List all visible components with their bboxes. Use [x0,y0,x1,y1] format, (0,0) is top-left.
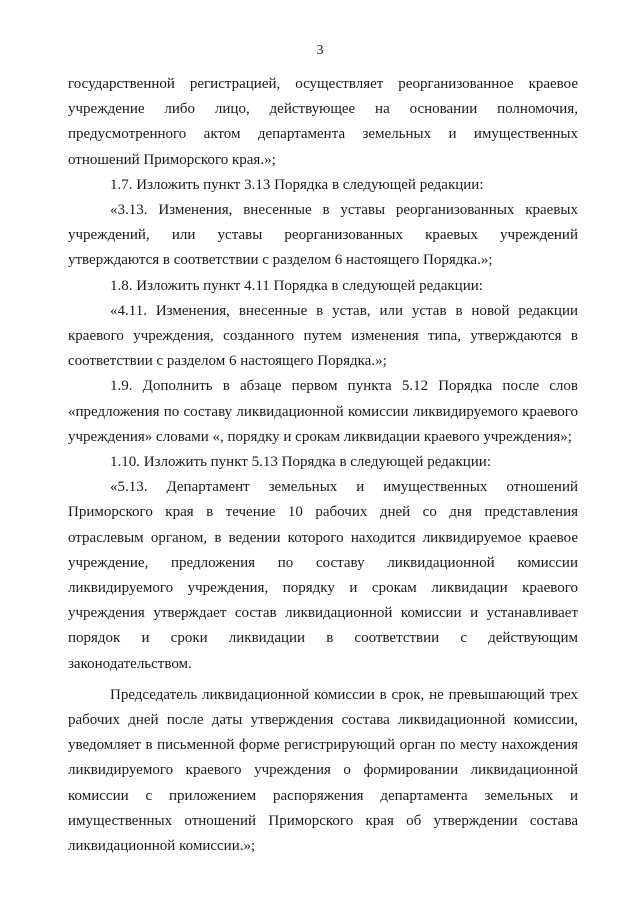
paragraph-item-1-8: 1.8. Изложить пункт 4.11 Порядка в следующей редакции: [110,277,483,294]
document-body [68,72,578,859]
paragraph-chairman-notice: Председатель ликвидационной комиссии в срок, не превышающий трех рабочих дней после даты утверждения состава ликвидационной комиссии, уведомляет в письменной форме регистрирующий орган по месту нахождения ликвидируемого краевого учреждения о формировании ликвидационной комиссии с приложением распоряжения департамента земельных и имущественных отношений Приморского края об утверждении состава ликвидационной комиссии.»; [68,686,578,855]
page-number: 3 [316,43,324,58]
paragraph-item-1-10: 1.10. Изложить пункт 5.13 Порядка в следующей редакции: [110,454,491,471]
paragraph-item-1-9: 1.9. Дополнить в абзаце первом пункта 5.12 Порядка после слов «предложения по составу ликвидационной комиссии ликвидируемого краевого учреждения» словами «, порядку и срокам ликвидации краевого учреждения»; [68,378,578,445]
paragraph-clause-4-11: «4.11. Изменения, внесенные в устав, или устав в новой редакции краевого учреждения, созданного путем изменения типа, утверждаются в соответствии с разделом 6 настоящего Порядка.»; [68,302,578,370]
paragraph-item-1-7: 1.7. Изложить пункт 3.13 Порядка в следующей редакции: [110,176,484,193]
paragraph-clause-3-13: «3.13. Изменения, внесенные в уставы реорганизованных краевых учреждений, или уставы реорганизованных краевых учреждений утверждаются в соответствии с разделом 6 настоящего Порядка.»; [68,202,578,269]
paragraph-clause-5-13: «5.13. Департамент земельных и имущественных отношений Приморского края в течение 10 рабочих дней со дня представления отраслевым органом, в ведении которого находится ликвидируемое краевое учреждение, предложения по составу ликвидационной комиссии ликвидируемого учреждения, порядку и срокам ликвидации краевого учреждения утверждает состав ликвидационной комиссии и устанавливает порядок и сроки ликвидации в соответствии с действующим законодательством. [68,479,578,672]
paragraph-continuation: государственной регистрацией, осуществляет реорганизованное краевое учреждение либо лицо, действующее на основании полномочия, предусмотренного актом департамента земельных и имущественных отношений Приморского края.»; [68,76,578,168]
